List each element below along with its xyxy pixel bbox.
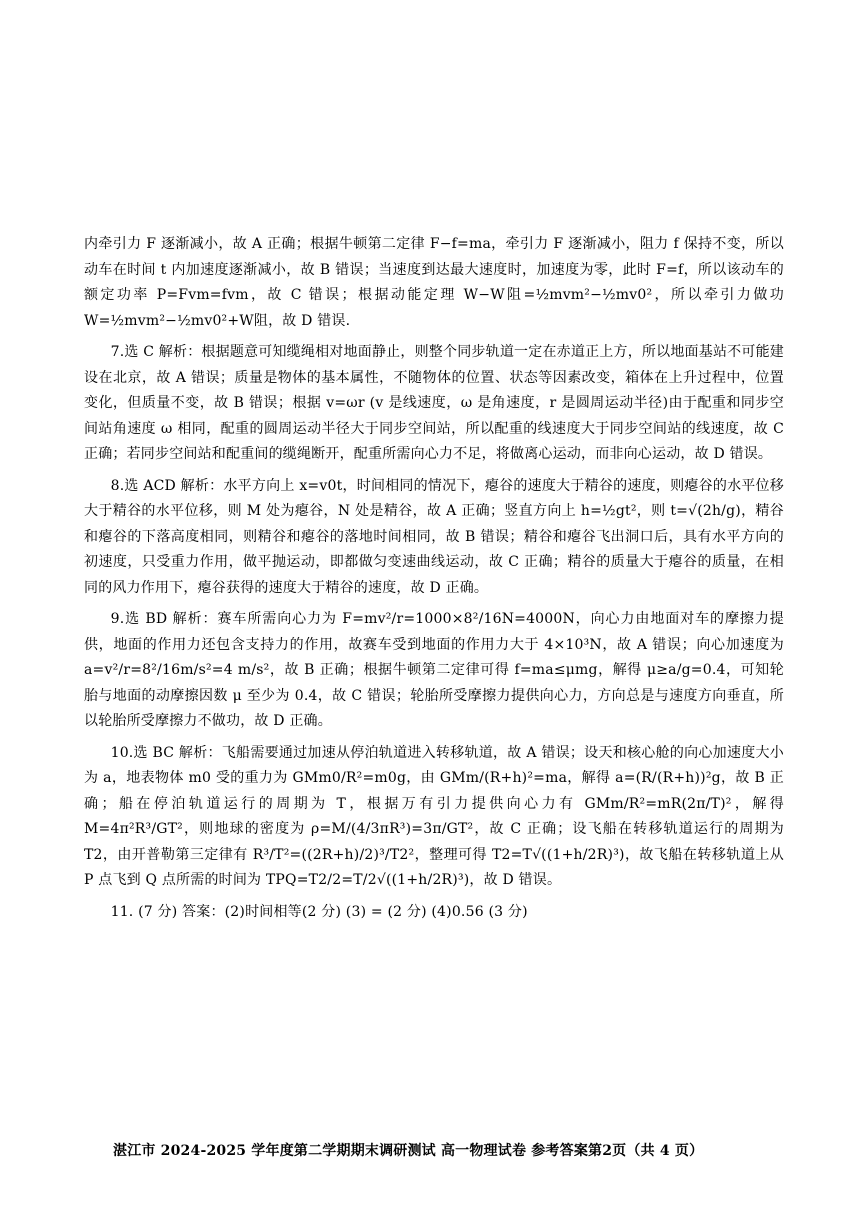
answer-11: 11. (7 分) 答案：(2)时间相等(2 分) (3) = (2 分) (4)0.56 (3 分) — [110, 903, 528, 920]
answer-10: 10.选 BC 解析：飞船需要通过加速从停泊轨道进入转移轨道，故 A 错误；设天和核心舱的向心加速度大小为 a，地表物体 m0 受的重力为 GMm0/R²=m0g，由 GMm/(R+h)²=ma，解得 a=(R/(R+h))²g，故 B 正确；船在停泊轨道运行的周期为 T，根据万有引力提供向心力有 GMm/R²=mR(2π/T)²，解得 M=4π²R³/GT²，则地球的密度为 ρ=M/(4/3πR³)=3π/GT²，故 C 正确；设飞船在转移轨道运行的周期为 T2，由开普勒第三定律有 R³/T²=((2R+h)/2)³/T2²，整理可得 T2=T√((1+h/2R)³)，故飞船在转移轨道上从 P 点飞到 Q 点所需的时间为 TPQ=T2/2=T/2√((1+h/2R)³)，故 D 错误。 — [84, 744, 784, 888]
answer-body — [84, 232, 784, 931]
page-footer: 湛江市 2024-2025 学年度第二学期期末调研测试 高一物理试卷 参考答案第2页（共 4 页） — [113, 1143, 704, 1159]
answer-7: 7.选 C 解析：根据题意可知缆绳相对地面静止，则整个同步轨道一定在赤道正上方，所以地面基站不可能建设在北京，故 A 错误；质量是物体的基本属性，不随物体的位置、状态等因素改变，箱体在上升过程中，位置变化，但质量不变，故 B 错误；根据 v=ωr (v 是线速度，ω 是角速度，r 是圆周运动半径)由于配重和同步空间站角速度 ω 相同，配重的圆周运动半径大于同步空间站，所以配重的线速度大于同步空间站的线速度，故 C 正确；若同步空间站和配重间的缆绳断开，配重所需向心力不足，将做离心运动，而非向心运动，故 D 错误。 — [84, 344, 784, 462]
answer-8: 8.选 ACD 解析：水平方向上 x=v0t，时间相同的情况下，瘪谷的速度大于精谷的速度，则瘪谷的水平位移大于精谷的水平位移，则 M 处为瘪谷，N 处是精谷，故 A 正确；竖直方向上 h=½gt²，则 t=√(2h/g)，精谷和瘪谷的下落高度相同，则精谷和瘪谷的落地时间相同，故 B 错误；精谷和瘪谷飞出洞口后，具有水平方向的初速度，只受重力作用，做平抛运动，即都做匀变速曲线运动，故 C 正确；精谷的质量大于瘪谷的质量，在相同的风力作用下，瘪谷获得的速度大于精谷的速度，故 D 正确。 — [84, 477, 784, 596]
answer-9: 9.选 BD 解析：赛车所需向心力为 F=mv²/r=1000×8²/16N=4000N，向心力由地面对车的摩擦力提供，地面的作用力还包含支持力的作用，故赛车受到地面的作用力大于 4×10³N，故 A 错误；向心加速度为 a=v²/r=8²/16m/s²=4 m/s²，故 B 正确；根据牛顿第二定律可得 f=ma≤μmg，解得 μ≥a/g=0.4，可知轮胎与地面的动摩擦因数 μ 至少为 0.4，故 C 错误；轮胎所受摩擦力提供向心力，方向总是与速度方向垂直，所以轮胎所受摩擦力不做功，故 D 正确。 — [84, 611, 784, 729]
answer-6-continued: 内牵引力 F 逐渐减小，故 A 正确；根据牛顿第二定律 F−f=ma，牵引力 F 逐渐减小，阻力 f 保持不变，所以动车在时间 t 内加速度逐渐减小，故 B 错误；当速度到达最大速度时，加速度为零，此时 F=f，所以该动车的额定功率 P=Fvm=fvm，故 C 错误；根据动能定理 W−W阻=½mvm²−½mv0²，所以牵引力做功 W=½mvm²−½mv0²+W阻，故 D 错误. — [84, 236, 784, 329]
